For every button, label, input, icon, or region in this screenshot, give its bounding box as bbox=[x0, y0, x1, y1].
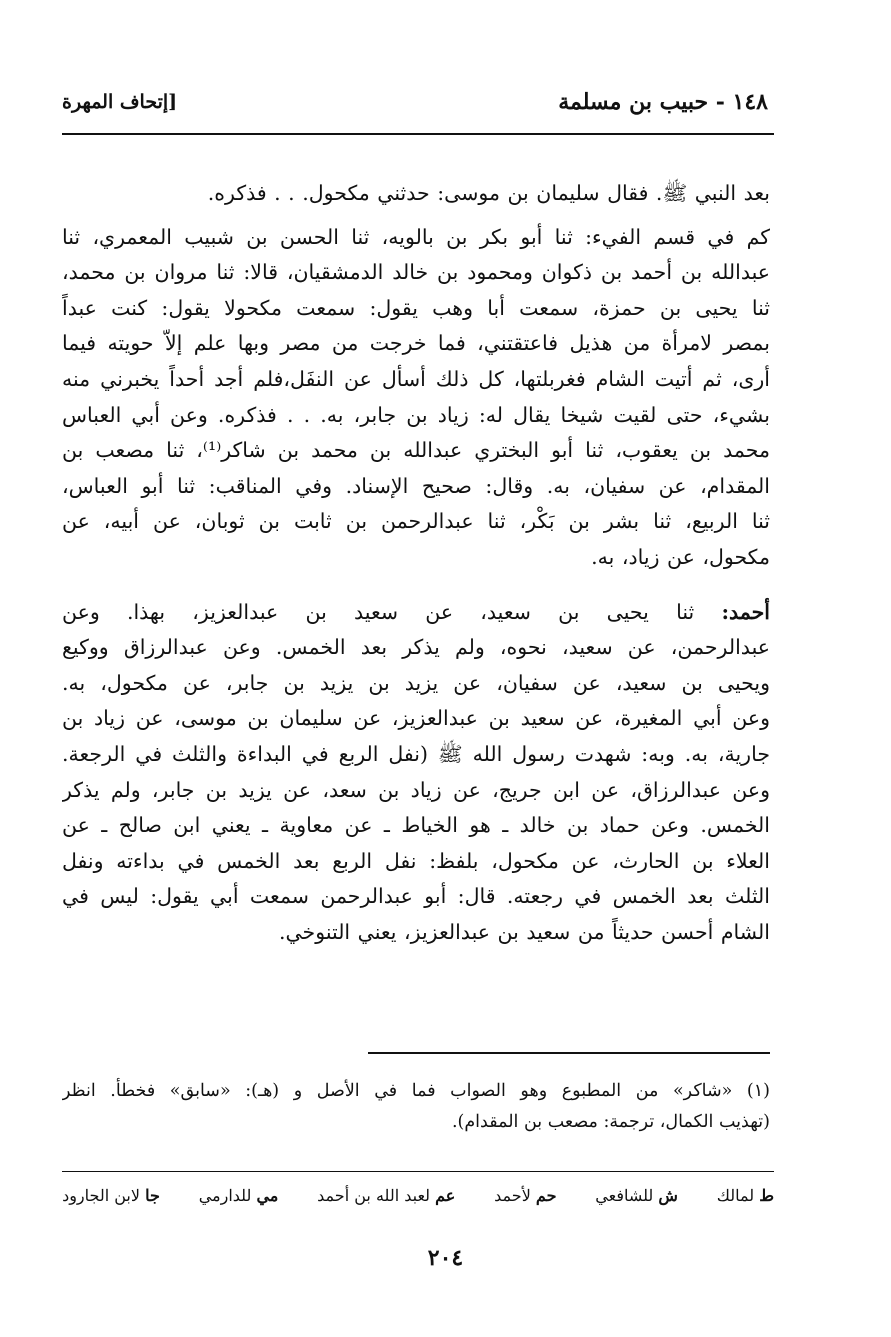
text-line: بعد النبي ﷺ. فقال سليمان بن موسى: حدثني مكحول. . . فذكره. bbox=[207, 181, 770, 205]
text-line: عبدالله بن أحمد بن ذكوان ومحمود بن خالد الدمشقيان، قالا: ثنا مروان بن محمد، bbox=[62, 260, 770, 285]
text-line: ثنا يحيى بن حمزة، سمعت أبا وهب يقول: سمعت مكحولا يقول: كنت عبداً bbox=[62, 295, 770, 320]
text-line: الخمس. وعن حماد بن خالد ـ هو الخياط ـ عن معاوية ـ يعني ابن صالح ـ عن bbox=[62, 813, 770, 838]
text-line: جارية، به. وبه: شهدت رسول الله ﷺ (نفل الربع في البداءة والثلث في الرجعة. bbox=[62, 741, 770, 766]
text-line: المقدام، عن سفيان، به. وقال: صحيح الإسناد. وفي المناقب: ثنا أبو العباس، bbox=[62, 473, 770, 498]
header-rule bbox=[62, 133, 774, 135]
source-lead: أحمد: bbox=[721, 599, 770, 624]
abbreviations-rule bbox=[62, 1171, 774, 1172]
page-number: ٢٠٤ bbox=[427, 1245, 464, 1271]
abbreviation-item: ش للشافعي bbox=[595, 1186, 678, 1205]
page-header bbox=[62, 82, 768, 122]
text-line: بشيء، حتى لقيت شيخا يقال له: زياد بن جابر، به. . . فذكره. وعن أبي العباس bbox=[62, 402, 770, 427]
paragraph-1 bbox=[62, 176, 770, 212]
footnote bbox=[62, 1076, 770, 1138]
abbreviation-item: حم لأحمد bbox=[494, 1186, 557, 1205]
text-line: العلاء بن الحارث، عن مكحول، بلفظ: نفل الربع بعد الخمس في بداءته ونفل bbox=[62, 848, 770, 873]
text-line: كم في قسم الفيء: ثنا أبو بكر بن بالويه، ثنا الحسن بن شبيب المعمري، ثنا bbox=[62, 224, 770, 249]
book-title: [إتحاف المهرة bbox=[62, 91, 178, 113]
text-line bbox=[62, 595, 770, 631]
text-line: بمصر لامرأة من هذيل فاعتقتني، فما خرجت من مصر وبها علم إلاّ حويته فيما bbox=[62, 331, 770, 356]
paragraph-2 bbox=[62, 220, 770, 576]
abbreviation-item: عم لعبد الله بن أحمد bbox=[317, 1186, 456, 1205]
abbreviation-item: مي للدارمي bbox=[198, 1186, 279, 1205]
text-line: محمد بن يعقوب، ثنا أبو البختري عبدالله بن محمد بن شاكر⁽¹⁾، ثنا مصعب بن bbox=[62, 438, 770, 463]
text-line: ويحيى بن سعيد، عن سفيان، عن يزيد بن يزيد بن جابر، عن مكحول، به. bbox=[62, 670, 770, 695]
paragraph-3 bbox=[62, 595, 770, 951]
main-text bbox=[62, 176, 770, 950]
abbreviation-item: ط لمالك bbox=[716, 1186, 774, 1205]
text-line-rest: ثنا يحيى بن سعيد، عن سعيد بن عبدالعزيز، بهذا. وعن bbox=[62, 599, 722, 624]
text-line: مكحول، عن زياد، به. bbox=[591, 544, 770, 569]
abbreviation-item: جا لابن الجارود bbox=[62, 1186, 160, 1205]
text-line: وعن أبي المغيرة، عن سعيد بن عبدالعزيز، عن سليمان بن موسى، عن زياد بن bbox=[62, 706, 770, 731]
text-line: عبدالرحمن، عن سعيد، نحوه، ولم يذكر بعد الخمس. وعن عبدالرزاق ووكيع bbox=[62, 635, 770, 660]
abbreviations-key bbox=[62, 1186, 774, 1205]
text-line: وعن عبدالرزاق، عن ابن جريج، عن زياد بن سعد، عن يزيد بن جابر، ولم يذكر bbox=[62, 777, 770, 802]
footnote-line: (تهذيب الكمال، ترجمة: مصعب بن المقدام). bbox=[451, 1112, 770, 1132]
text-line: الثلث بعد الخمس في رجعته. قال: أبو عبدالرحمن سمعت أبي يقول: ليس في bbox=[62, 884, 770, 909]
footnote-rule bbox=[368, 1052, 770, 1054]
chapter-title: ١٤٨ - حبيب بن مسلمة bbox=[558, 89, 768, 115]
text-line: ثنا الربيع، ثنا بشر بن بَكْر، ثنا عبدالرحمن بن ثابت بن ثوبان، عن أبيه، عن bbox=[62, 509, 770, 534]
text-line: الشام أحسن حديثاً من سعيد بن عبدالعزيز، يعني التنوخي. bbox=[278, 919, 770, 944]
text-line: أرى، ثم أتيت الشام فغربلتها، كل ذلك أسأل عن النفَل،فلم أجد أحداً يخبرني منه bbox=[62, 366, 770, 391]
footnote-line: (١) «شاكر» من المطبوع وهو الصواب فما في الأصل و (هـ): «سابق» فخطأ. انظر bbox=[62, 1081, 770, 1101]
